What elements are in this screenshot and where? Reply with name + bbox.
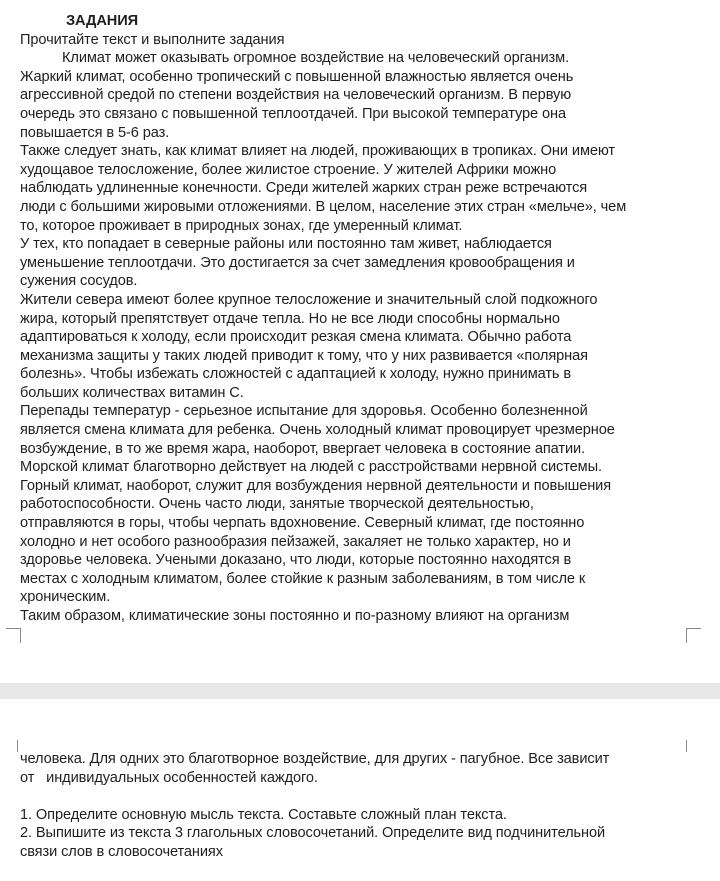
text-line: Перепады температур - серьезное испытание для здоровья. Особенно болезненной (20, 403, 588, 420)
crop-mark-top-right (686, 740, 688, 752)
blank-line (20, 787, 710, 806)
text-line: человека. Для одних это благотворное воздействие, для других - пагубное. Все зависит (20, 751, 610, 767)
task-2: 2. Выпишите из текста 3 глагольных словосочетаний. Определите вид подчинительной (20, 825, 606, 842)
page-break-gap (0, 683, 720, 699)
text-line: Жаркий климат, особенно тропический с повышенной влажностью является очень (20, 68, 574, 85)
page-1-text (20, 12, 710, 626)
text-line: жира, который препятствует отдаче тепла. Но не все люди способны нормально (20, 310, 560, 327)
text-line: холодно и нет особого разнообразия пейзажей, закаляет не только характер, но и (20, 533, 571, 550)
text-line: Таким образом, климатические зоны постоянно и по-разному влияют на организм (20, 608, 570, 624)
text-line: возбуждение, в то же время жара, наоборот, ввергает человека в состояние апатии. (20, 440, 586, 457)
task-2-continuation: связи слов в словосочетаниях (20, 843, 223, 860)
page-2-text (20, 750, 710, 862)
crop-mark-bottom-left (6, 628, 21, 643)
text-line: очередь это связано с повышенной теплоотдачей. При высокой температуре она (20, 105, 567, 122)
text-line: Климат может оказывать огромное воздействие на человеческий организм. (62, 50, 570, 67)
text-line: Горный климат, наоборот, служит для возбуждения нервной деятельности и повышения (20, 477, 612, 494)
text-line: от индивидуальных особенностей каждого. (20, 769, 318, 786)
task-1: 1. Определите основную мысль текста. Составьте сложный план текста. (20, 806, 507, 823)
text-line: У тех, кто попадает в северные районы или постоянно там живет, наблюдается (20, 236, 552, 253)
document-title: ЗАДАНИЯ (66, 13, 138, 29)
text-line: наблюдать удлиненные конечности. Среди жителей жарких стран реже встречаются (20, 180, 588, 197)
text-line: люди с большими жировыми отложениями. В целом, население этих стран «мельче», чем (20, 198, 627, 215)
text-line: болезнь». Чтобы избежать сложностей с адаптацией к холоду, нужно принимать в (20, 366, 572, 383)
text-line: то, которое проживает в природных зонах, где умеренный климат. (20, 217, 463, 234)
text-line: сужения сосудов. (20, 273, 138, 290)
text-line: Жители севера имеют более крупное телосложение и значительный слой подкожного (20, 291, 598, 308)
text-line: адаптироваться к холоду, если происходит резкая смена климата. Обычно работа (20, 329, 572, 346)
text-line: отправляются в горы, чтобы черпать вдохновение. Северный климат, где постоянно (20, 515, 585, 532)
text-line: худощавое телосложение, более жилистое строение. У жителей Африки можно (20, 161, 557, 178)
instruction-line: Прочитайте текст и выполните задания (20, 31, 285, 48)
text-line: уменьшение теплоотдачи. Это достигается за счет замедления кровообращения и (20, 254, 575, 271)
text-line: является смена климата для ребенка. Очень холодный климат провоцирует чрезмерное (20, 422, 615, 439)
crop-mark-bottom-right (686, 628, 701, 643)
text-line: Морской климат благотворно действует на людей с расстройствами нервной системы. (20, 459, 602, 476)
document-page-2 (0, 699, 720, 881)
crop-mark-top-left (17, 740, 19, 752)
text-line: Также следует знать, как климат влияет на людей, проживающих в тропиках. Они имеют (20, 143, 616, 160)
text-line: работоспособности. Очень часто люди, занятые творческой деятельностью, (20, 496, 534, 513)
text-line: больших количествах витамин С. (20, 384, 244, 401)
text-line: здоровье человека. Учеными доказано, что люди, которые постоянно находятся в (20, 552, 572, 569)
text-line: хроническим. (20, 589, 111, 606)
text-line: агрессивной средой по степени воздействия на человеческий организм. В первую (20, 87, 572, 104)
text-line: повышается в 5-6 раз. (20, 124, 170, 141)
text-line: механизма защиты у таких людей приводит к тому, что у них развивается «полярная (20, 347, 588, 364)
text-line: местах с холодным климатом, более стойкие к разным заболеваниям, в том числе к (20, 570, 586, 587)
